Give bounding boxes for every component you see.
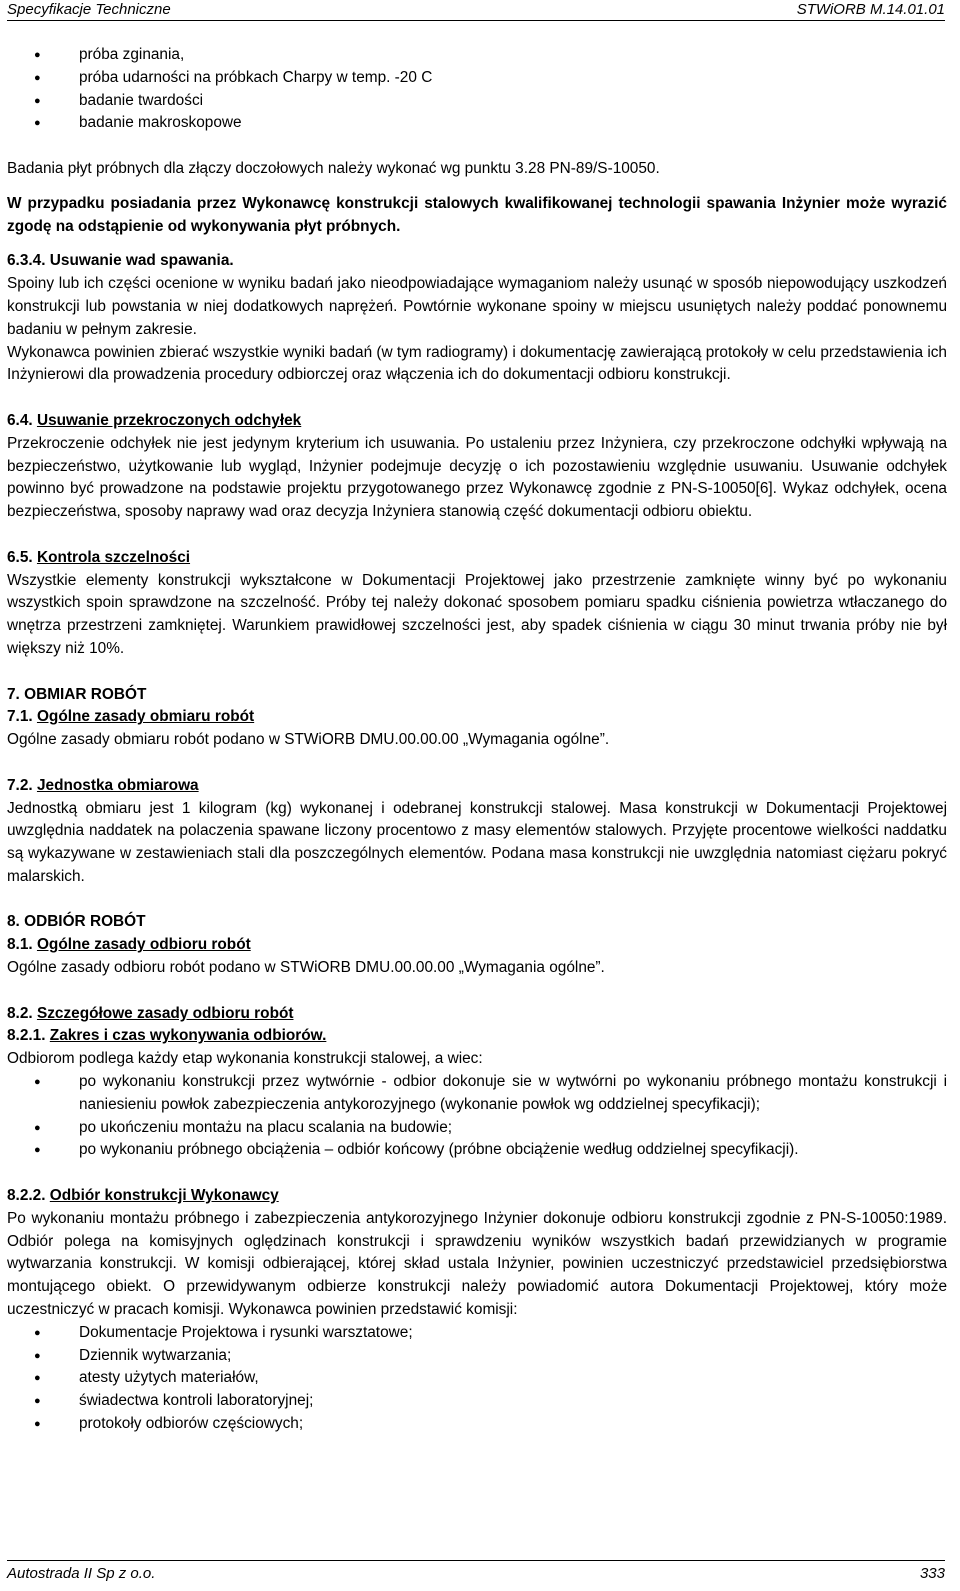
page-footer	[7, 1560, 945, 1590]
header-title: Specyfikacje Techniczne	[7, 1, 171, 18]
footer-company: Autostrada II Sp z o.o.	[7, 1565, 156, 1582]
paragraph-badania: Badania płyt próbnych dla złączy doczołowych należy wykonać wg punktu 3.28 PN-89/S-10050.	[7, 159, 660, 177]
section-title: Kontrola szczelności	[36, 548, 191, 566]
section-heading-6-5	[7, 547, 947, 570]
stage-list	[7, 1071, 947, 1162]
section-heading-8-2-1	[7, 1025, 947, 1048]
section-heading-7-1	[7, 706, 947, 729]
section-number: 8.2.2.	[7, 1187, 46, 1205]
list-item: ● próba zginania,	[7, 44, 947, 67]
section-heading-6-4	[7, 410, 947, 433]
test-list	[7, 44, 947, 135]
header-divider	[7, 20, 945, 21]
section-heading-7: 7. OBMIAR ROBÓT	[7, 685, 147, 703]
section-title: Jednostka obmiarowa	[36, 776, 199, 794]
section-title: Ogólne zasady obmiaru robót	[36, 708, 255, 726]
paragraph-6-3-4-b: Wykonawca powinien zbierać wszystkie wyniki badań (w tym radiogramy) i dokumentację zawierającą protokoły w celu przedstawienia ich Inżynierowi dla prowadzenia procedury odbiorczej oraz włączenia ich do dokumentacji odbioru konstrukcji.	[7, 343, 947, 384]
documents-list	[7, 1322, 947, 1436]
page-number: 333	[919, 1565, 945, 1582]
list-item: ● atesty użytych materiałów,	[7, 1367, 947, 1390]
section-number: 7.2.	[7, 776, 33, 794]
section-heading-6-3-4: 6.3.4. Usuwanie wad spawania.	[7, 252, 234, 270]
section-title: Odbiór konstrukcji Wykonawcy	[49, 1187, 279, 1205]
paragraph-6-3-4-a: Spoiny lub ich części ocenione w wyniku badań jako nieodpowiadające wymaganiom należy usunąć w sposób niepowodujący uszkodzeń konstrukcji lub powstania w niej dodatkowych naprężeń. Powtórnie wykonane spoiny w miejscu usuniętych należy poddać ponownemu badaniu w pełnym zakresie.	[7, 275, 947, 338]
paragraph-8-2-1: Odbiorom podlega każdy etap wykonania konstrukcji stalowej, a wiec:	[7, 1050, 483, 1068]
list-item: ● próba udarności na próbkach Charpy w temp. -20 C	[7, 67, 947, 90]
section-number: 8.2.	[7, 1004, 33, 1022]
section-number: 6.4.	[7, 411, 33, 429]
section-title: Usuwanie przekroczonych odchyłek	[36, 411, 302, 429]
section-heading-7-2	[7, 775, 947, 798]
paragraph-6-4: Przekroczenie odchyłek nie jest jedynym kryterium ich usuwania. Po ustaleniu przez Inżyniera, czy przekroczone odchyłki wpływają na bezpieczeństwo, użytkowanie lub wygląd, Inżynier podejmuje decyzję o ich pozostawieniu względnie usuwaniu. Usuwanie odchyłek powinno być prowadzone na podstawie projektu przygotowanego przez Wykonawcę zgodnie z PN-S-10050[6]. Wykaz odchyłek, ocena bezpieczeństwa, sposoby naprawy wad oraz decyzja Inżyniera stanowią część dokumentacji odbioru obiektu.	[7, 434, 947, 521]
section-number: 6.5.	[7, 548, 33, 566]
header-spec-code: STWiORB M.14.01.01	[796, 1, 945, 18]
section-title: Zakres i czas wykonywania odbiorów.	[49, 1027, 327, 1045]
section-heading-8: 8. ODBIÓR ROBÓT	[7, 913, 146, 931]
list-item: ● badanie twardości	[7, 90, 947, 113]
document-body	[7, 44, 947, 1436]
list-item: ● po wykonaniu konstrukcji przez wytwórnie - odbior dokonuje sie w wytwórni po wykonaniu próbnego montażu konstrukcji i naniesieniu powłok zabezpieczenia antykorozyjnego (wykonanie powłok wg oddzielnej specyfikacji);	[7, 1071, 947, 1117]
section-heading-8-2-2	[7, 1185, 947, 1208]
page-header	[0, 0, 960, 22]
paragraph-6-5: Wszystkie elementy konstrukcji wykształcone w Dokumentacji Projektowej jako przestrzenie zamknięte winny być po wykonaniu wszystkich spoin sprawdzone na szczelność. Próby tej należy dokonać sposobem pomiaru spadku ciśnienia powietrza wtłaczanego do wnętrza przestrzeni zamkniętej. Warunkiem prawidłowej szczelności jest, aby spadek ciśnienia w ciągu 30 minut trwania próby nie był większy niż 10%.	[7, 571, 947, 657]
list-item: ● protokoły odbiorów częściowych;	[7, 1413, 947, 1436]
paragraph-8-1: Ogólne zasady odbioru robót podano w STWiORB DMU.00.00.00 „Wymagania ogólne”.	[7, 959, 605, 977]
section-number: 8.2.1.	[7, 1027, 46, 1045]
paragraph-7-2: Jednostką obmiaru jest 1 kilogram (kg) wykonanej i odebranej konstrukcji stalowej. Masa konstrukcji w Dokumentacji Projektowej uwzględnia naddatek na polaczenia spawane liczony procentowo z masy elementów stalowych. Przyjęte procentowe wielkości naddatku są wykazywane w zestawieniach stali dla poszczególnych elementów. Podana masa konstrukcji nie uwzględnia natomiast ciężaru pokryć malarskich.	[7, 799, 947, 885]
section-heading-8-1	[7, 934, 947, 957]
list-item: ● świadectwa kontroli laboratoryjnej;	[7, 1390, 947, 1413]
section-heading-8-2	[7, 1003, 947, 1026]
section-number: 7.1.	[7, 708, 33, 726]
section-number: 8.1.	[7, 936, 33, 954]
section-title: Ogólne zasady odbioru robót	[36, 936, 251, 954]
paragraph-7-1: Ogólne zasady obmiaru robót podano w STWiORB DMU.00.00.00 „Wymagania ogólne”.	[7, 731, 610, 749]
list-item: ● po wykonaniu próbnego obciążenia – odbiór końcowy (próbne obciążenie według oddzielnej specyfikacji).	[7, 1139, 947, 1162]
footer-divider	[7, 1560, 945, 1561]
list-item: ● badanie makroskopowe	[7, 112, 947, 135]
paragraph-kwalifikacja: W przypadku posiadania przez Wykonawcę konstrukcji stalowych kwalifikowanej technologii spawania Inżynier może wyrazić zgodę na odstąpienie od wykonywania płyt próbnych.	[7, 194, 947, 235]
paragraph-8-2-2: Po wykonaniu montażu próbnego i zabezpieczenia antykorozyjnego Inżynier dokonuje odbioru konstrukcji zgodnie z PN-S-10050:1989. Odbiór polega na komisyjnych oględzinach konstrukcji i sprawdzeniu wyników wszystkich badań przewidzianych w programie wytwarzania konstrukcji. W komisji odbierającej, której skład ustala Inżynier, powinien uczestniczyć przedstawiciel przedsiębiorstwa montującego obiekt. O przewidywanym odbierze konstrukcji należy powiadomić autora Dokumentacji Projektowej, który może uczestniczyć w pracach komisji. Wykonawca powinien przedstawić komisji:	[7, 1209, 947, 1319]
list-item: ● Dokumentacje Projektowa i rysunki warsztatowe;	[7, 1322, 947, 1345]
list-item: ● Dziennik wytwarzania;	[7, 1345, 947, 1368]
list-item: ● po ukończeniu montażu na placu scalania na budowie;	[7, 1117, 947, 1140]
section-title: Szczegółowe zasady odbioru robót	[36, 1004, 294, 1022]
